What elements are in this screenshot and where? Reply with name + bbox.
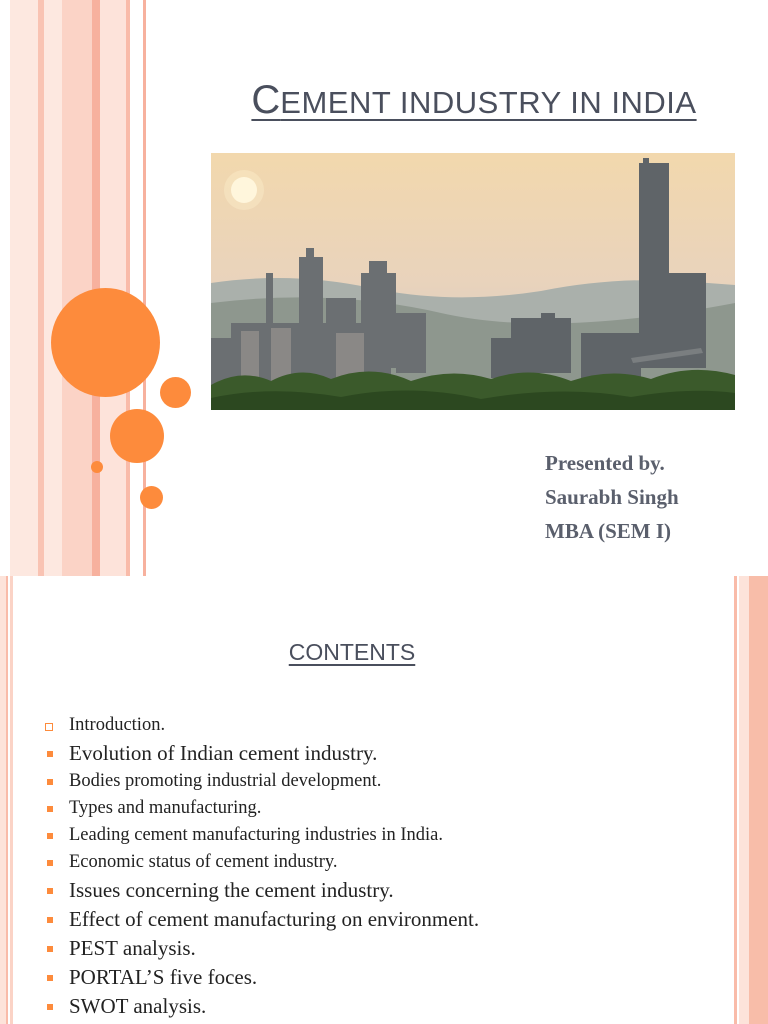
decorative-circle-large bbox=[51, 288, 160, 397]
list-item: Effect of cement manufacturing on environment. bbox=[44, 905, 479, 934]
list-item: Economic status of cement industry. bbox=[44, 849, 479, 876]
list-item: Introduction. bbox=[44, 712, 479, 739]
list-item: Issues concerning the cement industry. bbox=[44, 876, 479, 905]
slide-title: CEMENT INDUSTRY IN INDIA bbox=[251, 78, 697, 122]
presented-by-label: Presented by. bbox=[545, 451, 665, 475]
square-bullet-icon bbox=[47, 751, 53, 757]
list-item: Evolution of Indian cement industry. bbox=[44, 739, 479, 768]
decorative-circle bbox=[160, 377, 191, 408]
list-item: Types and manufacturing. bbox=[44, 795, 479, 822]
box-bullet-icon bbox=[45, 723, 53, 731]
contents-slide bbox=[0, 576, 768, 1024]
decorative-stripe bbox=[734, 576, 737, 1024]
decorative-circle bbox=[140, 486, 163, 509]
decorative-stripe bbox=[749, 576, 768, 1024]
contents-heading: CONTENTS bbox=[288, 639, 416, 665]
contents-list bbox=[44, 712, 479, 1021]
decorative-circle bbox=[110, 409, 164, 463]
decorative-circle-small bbox=[91, 461, 103, 473]
decorative-stripe bbox=[62, 0, 92, 576]
decorative-stripe bbox=[739, 576, 749, 1024]
list-item: Bodies promoting industrial development. bbox=[44, 768, 479, 795]
presenter-program: MBA (SEM I) bbox=[545, 519, 671, 543]
decorative-stripe bbox=[10, 0, 38, 576]
square-bullet-icon bbox=[47, 806, 53, 812]
list-item: SWOT analysis. bbox=[44, 992, 479, 1021]
square-bullet-icon bbox=[47, 833, 53, 839]
presenter-info bbox=[545, 446, 679, 548]
decorative-stripe bbox=[126, 0, 130, 576]
square-bullet-icon bbox=[47, 975, 53, 981]
list-item: PEST analysis. bbox=[44, 934, 479, 963]
presenter-name: Saurabh Singh bbox=[545, 485, 679, 509]
list-item: Leading cement manufacturing industries in India. bbox=[44, 822, 479, 849]
square-bullet-icon bbox=[47, 779, 53, 785]
square-bullet-icon bbox=[47, 860, 53, 866]
square-bullet-icon bbox=[47, 1004, 53, 1010]
square-bullet-icon bbox=[47, 888, 53, 894]
list-item: PORTAL’S five foces. bbox=[44, 963, 479, 992]
decorative-stripe bbox=[44, 0, 62, 576]
cement-plant-photo bbox=[211, 153, 735, 410]
square-bullet-icon bbox=[47, 946, 53, 952]
square-bullet-icon bbox=[47, 917, 53, 923]
